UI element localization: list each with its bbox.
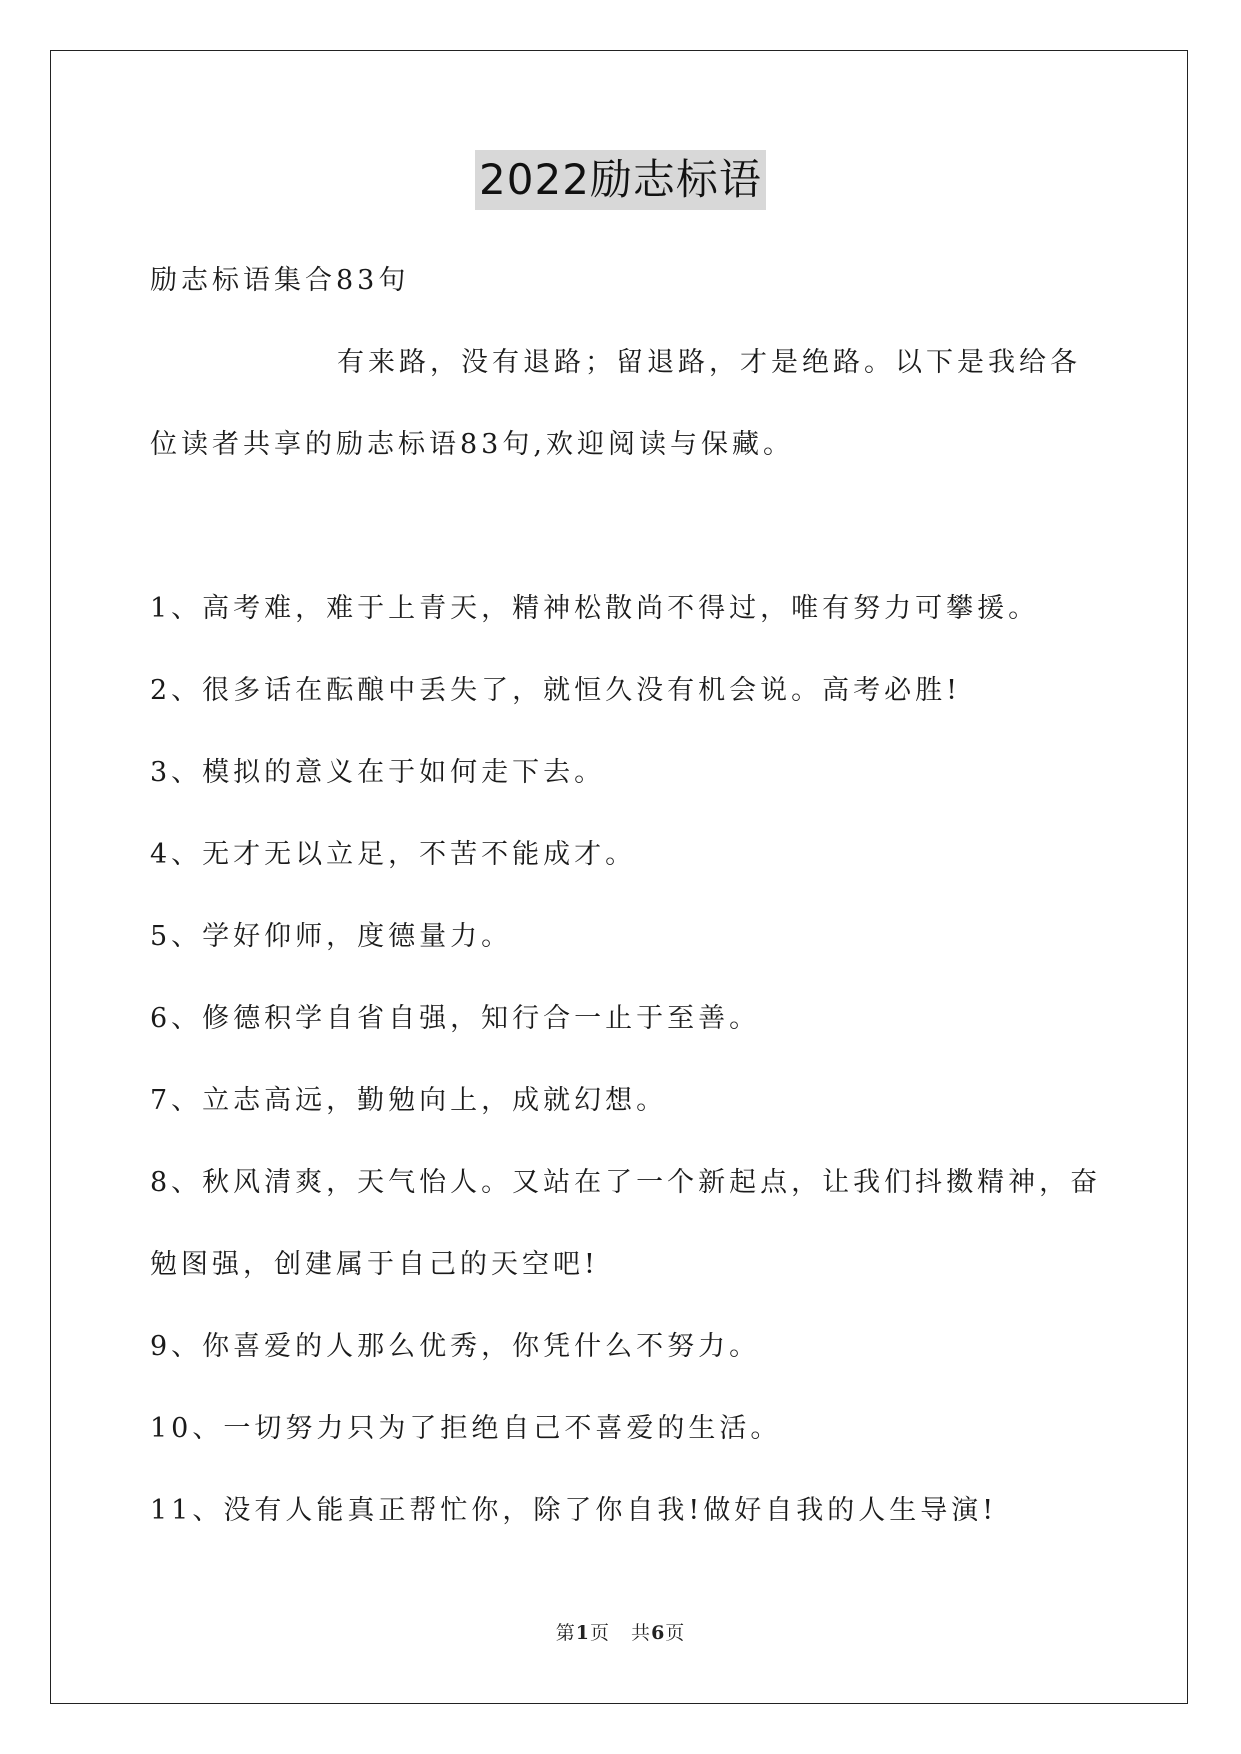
list-item: 8、秋风清爽，天气怡人。又站在了一个新起点，让我们抖擞精神，奋 bbox=[150, 1167, 1102, 1198]
total-pages-number: 6 bbox=[651, 1622, 666, 1644]
footer-prefix: 第 bbox=[555, 1622, 576, 1644]
list-item: 10、一切努力只为了拒绝自己不喜爱的生活。 bbox=[150, 1413, 782, 1444]
list-item: 9、你喜爱的人那么优秀，你凭什么不努力。 bbox=[150, 1331, 761, 1362]
list-item: 3、模拟的意义在于如何走下去。 bbox=[150, 757, 606, 788]
list-item: 2、很多话在酝酿中丢失了，就恒久没有机会说。高考必胜! bbox=[150, 675, 962, 706]
document-title: 2022励志标语 bbox=[475, 150, 766, 210]
list-item: 7、立志高远，勤勉向上，成就幻想。 bbox=[150, 1085, 668, 1116]
title-container bbox=[0, 150, 1241, 210]
current-page-number: 1 bbox=[575, 1622, 590, 1644]
intro-paragraph-line-1: 有来路，没有退路；留退路，才是绝路。以下是我给各 bbox=[337, 347, 1081, 378]
list-item: 6、修德积学自省自强，知行合一止于至善。 bbox=[150, 1003, 761, 1034]
list-item: 5、学好仰师，度德量力。 bbox=[150, 921, 513, 952]
list-item: 1、高考难，难于上青天，精神松散尚不得过，唯有努力可攀援。 bbox=[150, 593, 1040, 624]
footer-suffix: 页 bbox=[665, 1622, 686, 1644]
intro-paragraph-line-2: 位读者共享的励志标语83句,欢迎阅读与保藏。 bbox=[150, 429, 794, 460]
page-footer bbox=[0, 1618, 1241, 1645]
list-item: 4、无才无以立足，不苦不能成才。 bbox=[150, 839, 637, 870]
subtitle: 励志标语集合83句 bbox=[150, 265, 410, 296]
footer-mid: 页 共 bbox=[589, 1622, 652, 1644]
list-item-continuation: 勉图强，创建属于自己的天空吧! bbox=[150, 1249, 599, 1280]
list-item: 11、没有人能真正帮忙你，除了你自我!做好自我的人生导演! bbox=[150, 1495, 998, 1526]
paragraph-spacer bbox=[150, 486, 1090, 568]
document-body bbox=[150, 240, 1102, 1552]
